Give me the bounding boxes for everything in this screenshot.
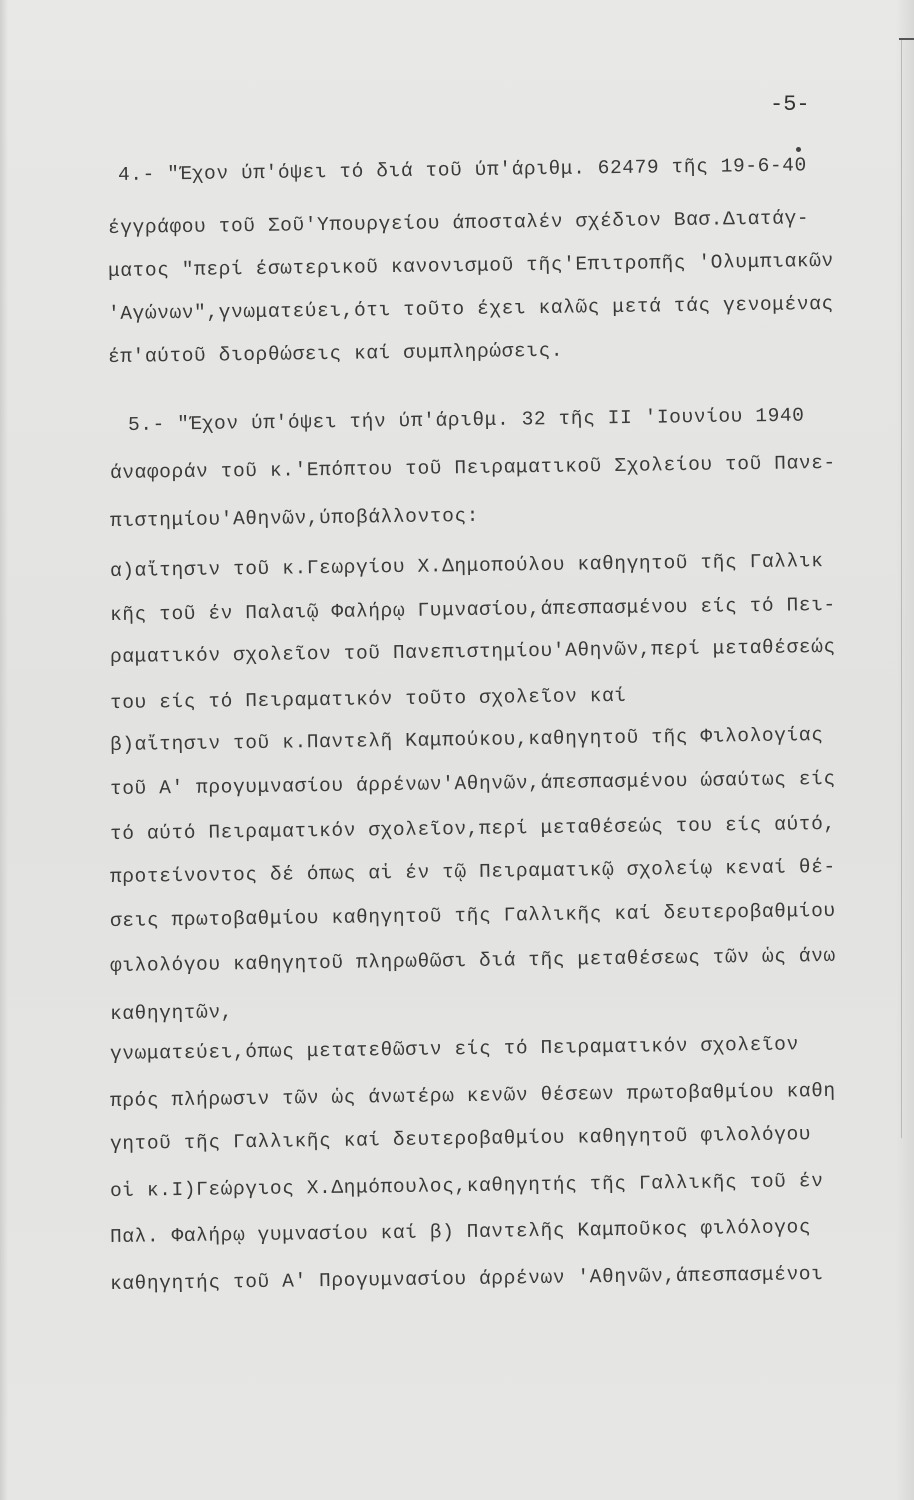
paragraph-5-line: προτείνοντος δέ όπως αἱ έν τῷ Πειραματικῷ σχολείῳ κεναί θέ- — [109, 855, 836, 888]
left-edge-shadow — [0, 0, 8, 1500]
paragraph-5-line: καθηγητῶν, — [109, 1001, 234, 1025]
right-edge-shadow — [896, 0, 914, 1500]
paragraph-4-line: ματος "περί έσωτερικοῦ κανονισμοῦ τῆς'Επιτροπῆς 'Ολυμπιακῶν — [107, 249, 834, 282]
paragraph-5-line: γνωματεύει,όπως μετατεθῶσιν είς τό Πειραματικόν σχολεῖον — [109, 1033, 799, 1065]
right-margin-line — [901, 38, 902, 1138]
paragraph-5-line: φιλολόγου καθηγητοῦ πληρωθῶσι διά τῆς μεταθέσεως τῶν ὡς άνω — [109, 944, 836, 977]
top-right-edge-mark — [899, 38, 914, 40]
paragraph-5-line: Παλ. Φαλήρῳ γυμνασίου καί β) Παντελῆς Καμποῦκος φιλόλογος — [109, 1216, 812, 1248]
paragraph-5-line: άναφοράν τοῦ κ.'Επόπτου τοῦ Πειραματικοῦ Σχολείου τοῦ Πανε- — [109, 451, 836, 484]
ink-dot — [796, 147, 801, 152]
paragraph-5-line: σεις πρωτοβαθμίου καθηγητοῦ τῆς Γαλλικῆς καί δευτεροβαθμίου — [109, 899, 836, 932]
paragraph-5-line: ραματικόν σχολεῖον τοῦ Πανεπιστημίου'Αθηνῶν,περί μεταθέσεώς — [109, 635, 836, 668]
paragraph-4-line: έπ'αύτοῦ διορθώσεις καί συμπληρώσεις. — [107, 339, 564, 368]
paragraph-5-line: πιστημίου'Αθηνῶν,ύποβάλλοντος: — [109, 504, 480, 532]
paragraph-5-line: οἱ κ.Ι)Γεώργιος Χ.Δημόπουλος,καθηγητής τῆς Γαλλικῆς τοῦ έν — [109, 1170, 824, 1202]
paragraph-5-line: καθηγητής τοῦ Α' Προγυμνασίου άρρένων 'Αθηνῶν,άπεσπασμένοι — [109, 1263, 824, 1295]
paragraph-5-line: 5.- "Έχον ύπ'όψει τήν ύπ'άριθμ. 32 τῆς ΙΙ 'Ιουνίου 1940 — [127, 404, 805, 436]
paragraph-5-line: τό αύτό Πειραματικόν σχολεῖον,περί μεταθέσεώς του είς αύτό, — [109, 812, 836, 845]
paragraph-4-line: έγγράφου τοῦ Σοῦ'Υπουργείου άποσταλέν σχέδιον Βασ.Διατάγ- — [107, 207, 810, 239]
paragraph-5-line: του είς τό Πειραματικόν τοῦτο σχολεῖον καί — [109, 684, 627, 714]
paragraph-5-line: τοῦ Α' προγυμνασίου άρρένων'Αθηνῶν,άπεσπασμένου ώσαύτως είς — [109, 767, 836, 800]
paragraph-5-line: γητοῦ τῆς Γαλλικῆς καί δευτεροβαθμίου καθηγητοῦ φιλολόγου — [109, 1123, 812, 1155]
paragraph-4-line: 4.- "Έχον ύπ'όψει τό διά τοῦ ύπ'άριθμ. 62479 τῆς 19-6-40 — [117, 154, 807, 186]
page-number: -5- — [770, 92, 810, 117]
paragraph-5-line: πρός πλήρωσιν τῶν ὡς άνωτέρω κενῶν θέσεων πρωτοβαθμίου καθη — [109, 1079, 836, 1112]
paragraph-5-line: β)αἴτησιν τοῦ κ.Παντελῆ Καμπούκου,καθηγητοῦ τῆς Φιλολογίας — [109, 724, 824, 756]
paragraph-5-line: κῆς τοῦ έν Παλαιῷ Φαλήρῳ Γυμνασίου,άπεσπασμένου είς τό Πει- — [109, 593, 836, 626]
paragraph-5-line: α)αἴτησιν τοῦ κ.Γεωργίου Χ.Δημοπούλου καθηγητοῦ τῆς Γαλλικ — [109, 550, 824, 582]
paragraph-4-line: 'Αγώνων",γνωματεύει,ότι τοῦτο έχει καλῶς μετά τάς γενομένας — [107, 292, 834, 325]
